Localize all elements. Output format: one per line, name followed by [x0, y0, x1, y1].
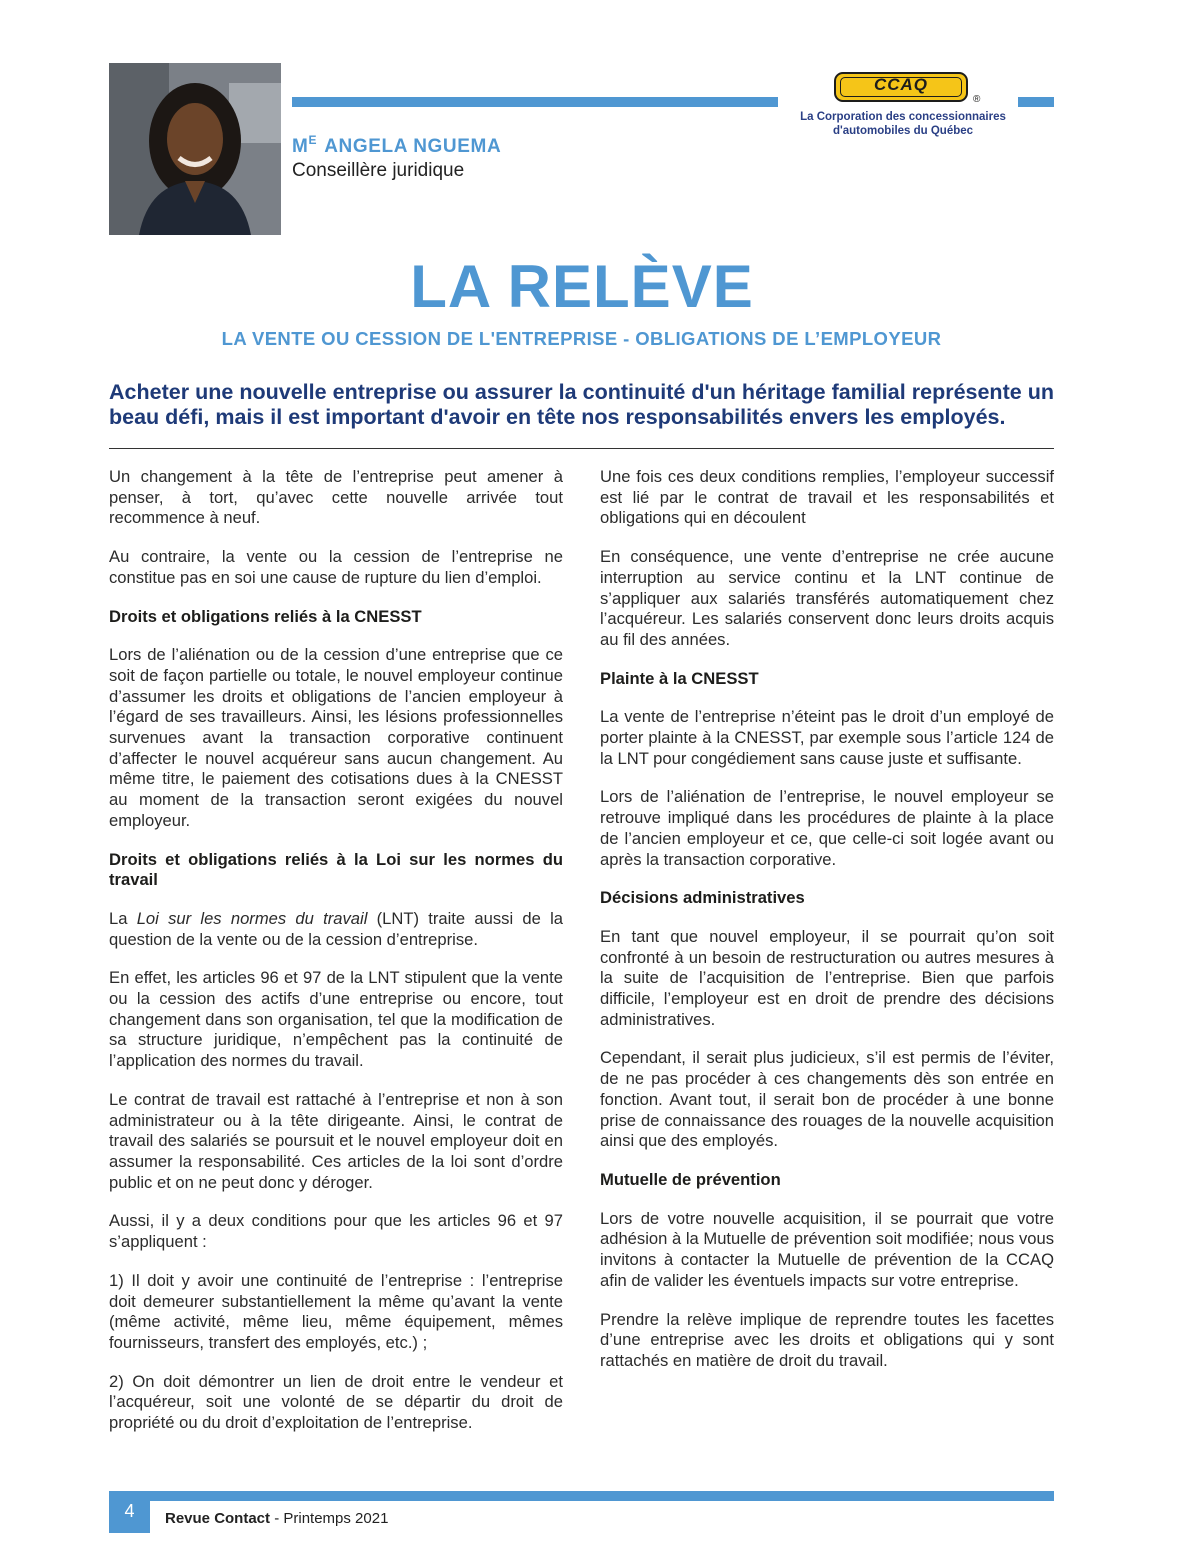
section-heading: Droits et obligations reliés à la CNESST: [109, 606, 422, 626]
publication-name: Revue Contact: [165, 1510, 271, 1527]
paragraph: Cependant, il serait plus judicieux, s’il est permis de l’éviter, de ne pas procéder à ces changements dès son entrée en fonction. Avant tout, il serait bon de procéder à une bonne prise de connaissance des rouages de la nouvelle acquisition ainsi que des employés.: [600, 1048, 1054, 1151]
paragraph: Aussi, il y a deux conditions pour que les articles 96 et 97 s’appliquent :: [109, 1211, 563, 1252]
logo-caption-line2: d'automobiles du Québec: [832, 125, 974, 137]
top-accent-bar-right: [1018, 97, 1054, 107]
paragraph: Au contraire, la vente ou la cession de l’entreprise ne constitue pas en soi une cause de rupture du lien d’emploi.: [109, 547, 563, 587]
footer-accent-bar: [109, 1491, 1054, 1501]
law-title-italic: Loi sur les normes du travail: [136, 908, 368, 928]
author-name: [292, 133, 502, 158]
registered-mark: ®: [973, 94, 981, 105]
text-run: (LNT) traite aussi de la question de la vente ou de la cession d’entreprise.: [109, 908, 563, 949]
footer-publication: [165, 1510, 388, 1527]
article-title: LA RELÈVE: [410, 253, 754, 320]
text-run: La: [109, 908, 137, 928]
article-subtitle: LA VENTE OU CESSION DE L'ENTREPRISE - OBLIGATIONS DE L’EMPLOYEUR: [221, 328, 942, 349]
author-name-text: ANGELA NGUEMA: [324, 136, 502, 157]
divider: [109, 448, 1054, 449]
paragraph: Une fois ces deux conditions remplies, l’employeur successif est lié par le contrat de travail et les responsabilités et obligations qui en découlent: [600, 467, 1054, 528]
section-heading: Mutuelle de prévention: [600, 1169, 781, 1189]
paragraph: En effet, les articles 96 et 97 de la LNT stipulent que la vente ou la cession des actifs d’une entreprise ou encore, tout changement dans son organisation, tel que la modification de sa structure juridique, n’empêchent pas la continuité de l’application des normes du travail.: [109, 968, 563, 1071]
paragraph: En tant que nouvel employeur, il se pourrait qu’on soit confronté à un besoin de restructuration ou autres mesures à la suite de l’acquisition de l’entreprise. Bien que parfois difficile, l’employeur est en droit de prendre des décisions administratives.: [600, 926, 1054, 1029]
paragraph: Lors de l’aliénation ou de la cession d’une entreprise que ce soit de façon partielle ou totale, le nouvel employeur continue d’assumer les droits et obligations de l’ancien employeur à l’égard de ses travailleurs. Ainsi, les lésions professionnelles survenues avant la transaction corporative continuent d’affecter le nouvel acquéreur sans aucun changement. Au même titre, le paiement des cotisations dues à la CNESST au moment de la transaction seront exigées du nouvel employeur.: [109, 645, 563, 830]
top-accent-bar-left: [292, 97, 778, 107]
section-heading: Décisions administratives: [600, 888, 805, 908]
paragraph: Un changement à la tête de l’entreprise peut amener à penser, à tort, qu’avec cette nouvelle arrivée tout recommence à neuf.: [109, 467, 563, 528]
author-prefix: M: [292, 136, 309, 157]
section-heading: Plainte à la CNESST: [600, 668, 759, 688]
ccaq-logo-text: CCAQ: [873, 75, 929, 94]
paragraph: [109, 909, 563, 950]
right-column: [600, 467, 1054, 1390]
logo-caption-line1: La Corporation des concessionnaires: [800, 111, 1006, 123]
paragraph: En conséquence, une vente d’entreprise ne crée aucune interruption au service continu et la LNT continue de s’appliquer aux salariés transférés automatiquement chez l’acquéreur. Les salariés conservent donc leurs droits acquis au fil des années.: [600, 547, 1054, 649]
publication-issue: - Printemps 2021: [270, 1510, 389, 1527]
paragraph: Lors de votre nouvelle acquisition, il se pourrait que votre adhésion à la Mutuelle de prévention soit modifiée; nous vous invitons à contacter la Mutuelle de prévention de la CCAQ afin de valider les éventuels impacts sur votre entreprise.: [600, 1208, 1054, 1290]
article-lead: Acheter une nouvelle entreprise ou assurer la continuité d'un héritage familial représente un beau défi, mais il est important d'avoir en tête nos responsabilités envers les employés.: [109, 380, 1054, 429]
paragraph: Le contrat de travail est rattaché à l’entreprise et non à son administrateur ou à la tête dirigeante. Ainsi, le contrat de travail des salariés se poursuit et le nouvel employeur doit en assumer la responsabilité. Ces articles de la loi sont d’ordre public et on ne peut donc y déroger.: [109, 1089, 563, 1192]
section-heading: Droits et obligations reliés à la Loi sur les normes du travail: [109, 849, 563, 890]
left-column: [109, 467, 563, 1452]
author-photo: [109, 63, 281, 235]
paragraph: Prendre la relève implique de reprendre toutes les facettes d’une entreprise avec les droits et obligations qui y sont rattachés en matière de droit du travail.: [600, 1309, 1054, 1370]
paragraph: La vente de l’entreprise n’éteint pas le droit d’un employé de porter plainte à la CNESST, par exemple sous l’article 124 de la LNT pour congédiement sans cause juste et suffisante.: [600, 707, 1054, 768]
paragraph: 2) On doit démontrer un lien de droit entre le vendeur et l’acquéreur, soit une volonté de se départir du droit de propriété ou du droit d’exploitation de l’entreprise.: [109, 1371, 563, 1433]
page-number: 4: [109, 1491, 150, 1533]
paragraph: Lors de l’aliénation de l’entreprise, le nouvel employeur se retrouve impliqué dans les procédures de plainte à la place de l’ancien employeur et ce, que celle-ci soit logée avant ou après la transaction corporative.: [600, 787, 1054, 869]
paragraph: 1) Il doit y avoir une continuité de l’entreprise : l’entreprise doit demeurer substantiellement la même qu’avant la vente (même activité, même lieu, même équipement, mêmes fournisseurs, transfert des employés, etc.) ;: [109, 1270, 563, 1352]
author-portrait-image: [109, 63, 281, 235]
ccaq-logo: [798, 70, 1008, 150]
author-prefix-sup: E: [308, 133, 318, 147]
author-role: Conseillère juridique: [292, 160, 465, 181]
ccaq-logo-badge: [834, 72, 968, 102]
